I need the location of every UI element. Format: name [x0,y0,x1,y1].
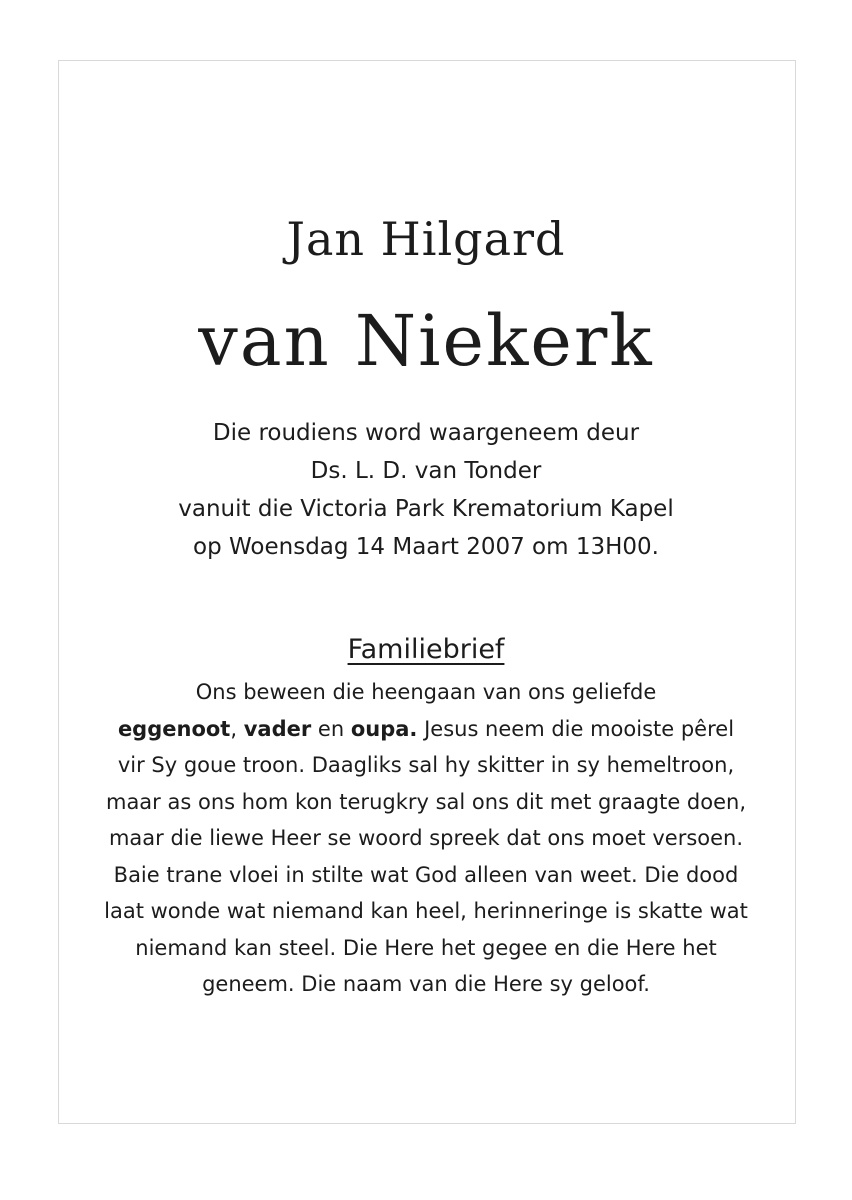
service-line-officiant-intro: Die roudiens word waargeneem deur [212,420,640,446]
letter-bold-grandfather: oupa. [350,716,418,741]
letter-line: geneem. Die naam van die Here sy geloof. [202,972,650,996]
deceased-surname: van Niekerk [198,300,654,382]
letter-bold-father: vader [243,716,312,741]
letter-line: maar as ons hom kon terugkry sal ons dit met graagte doen, [105,789,747,814]
service-line-venue: vanuit die Victoria Park Krematorium Kapel [178,496,674,522]
service-line-date: op Woensdag 14 Maart 2007 om 13H00. [193,534,659,560]
letter-word-and: en [317,716,345,741]
letter-comma: , [230,716,238,741]
letter-line: laat wonde wat niemand kan heel, herinneringe is skatte wat [104,899,748,923]
letter-line: Baie trane vloei in stilte wat God alleen van weet. Die dood [113,862,739,887]
letter-line: Ons beween die heengaan van ons geliefde [195,680,657,704]
letter-line [0,711,852,748]
letter-line: niemand kan steel. Die Here het gegee en die Here het [135,935,717,960]
service-line-officiant: Ds. L. D. van Tonder [310,458,542,484]
family-letter-body [0,674,852,1003]
family-letter-heading [0,634,852,665]
letter-line: maar die liewe Heer se woord spreek dat ons moet versoen. [108,826,744,850]
letter-bold-spouse: eggenoot [117,716,231,741]
service-details [0,414,852,566]
deceased-first-names: Jan Hilgard [286,212,566,266]
family-letter-heading-text: Familiebrief [347,634,505,665]
letter-line-rest: Jesus neem die mooiste pêrel [424,716,735,741]
letter-line: vir Sy goue troon. Daagliks sal hy skitter in sy hemeltroon, [117,753,735,777]
